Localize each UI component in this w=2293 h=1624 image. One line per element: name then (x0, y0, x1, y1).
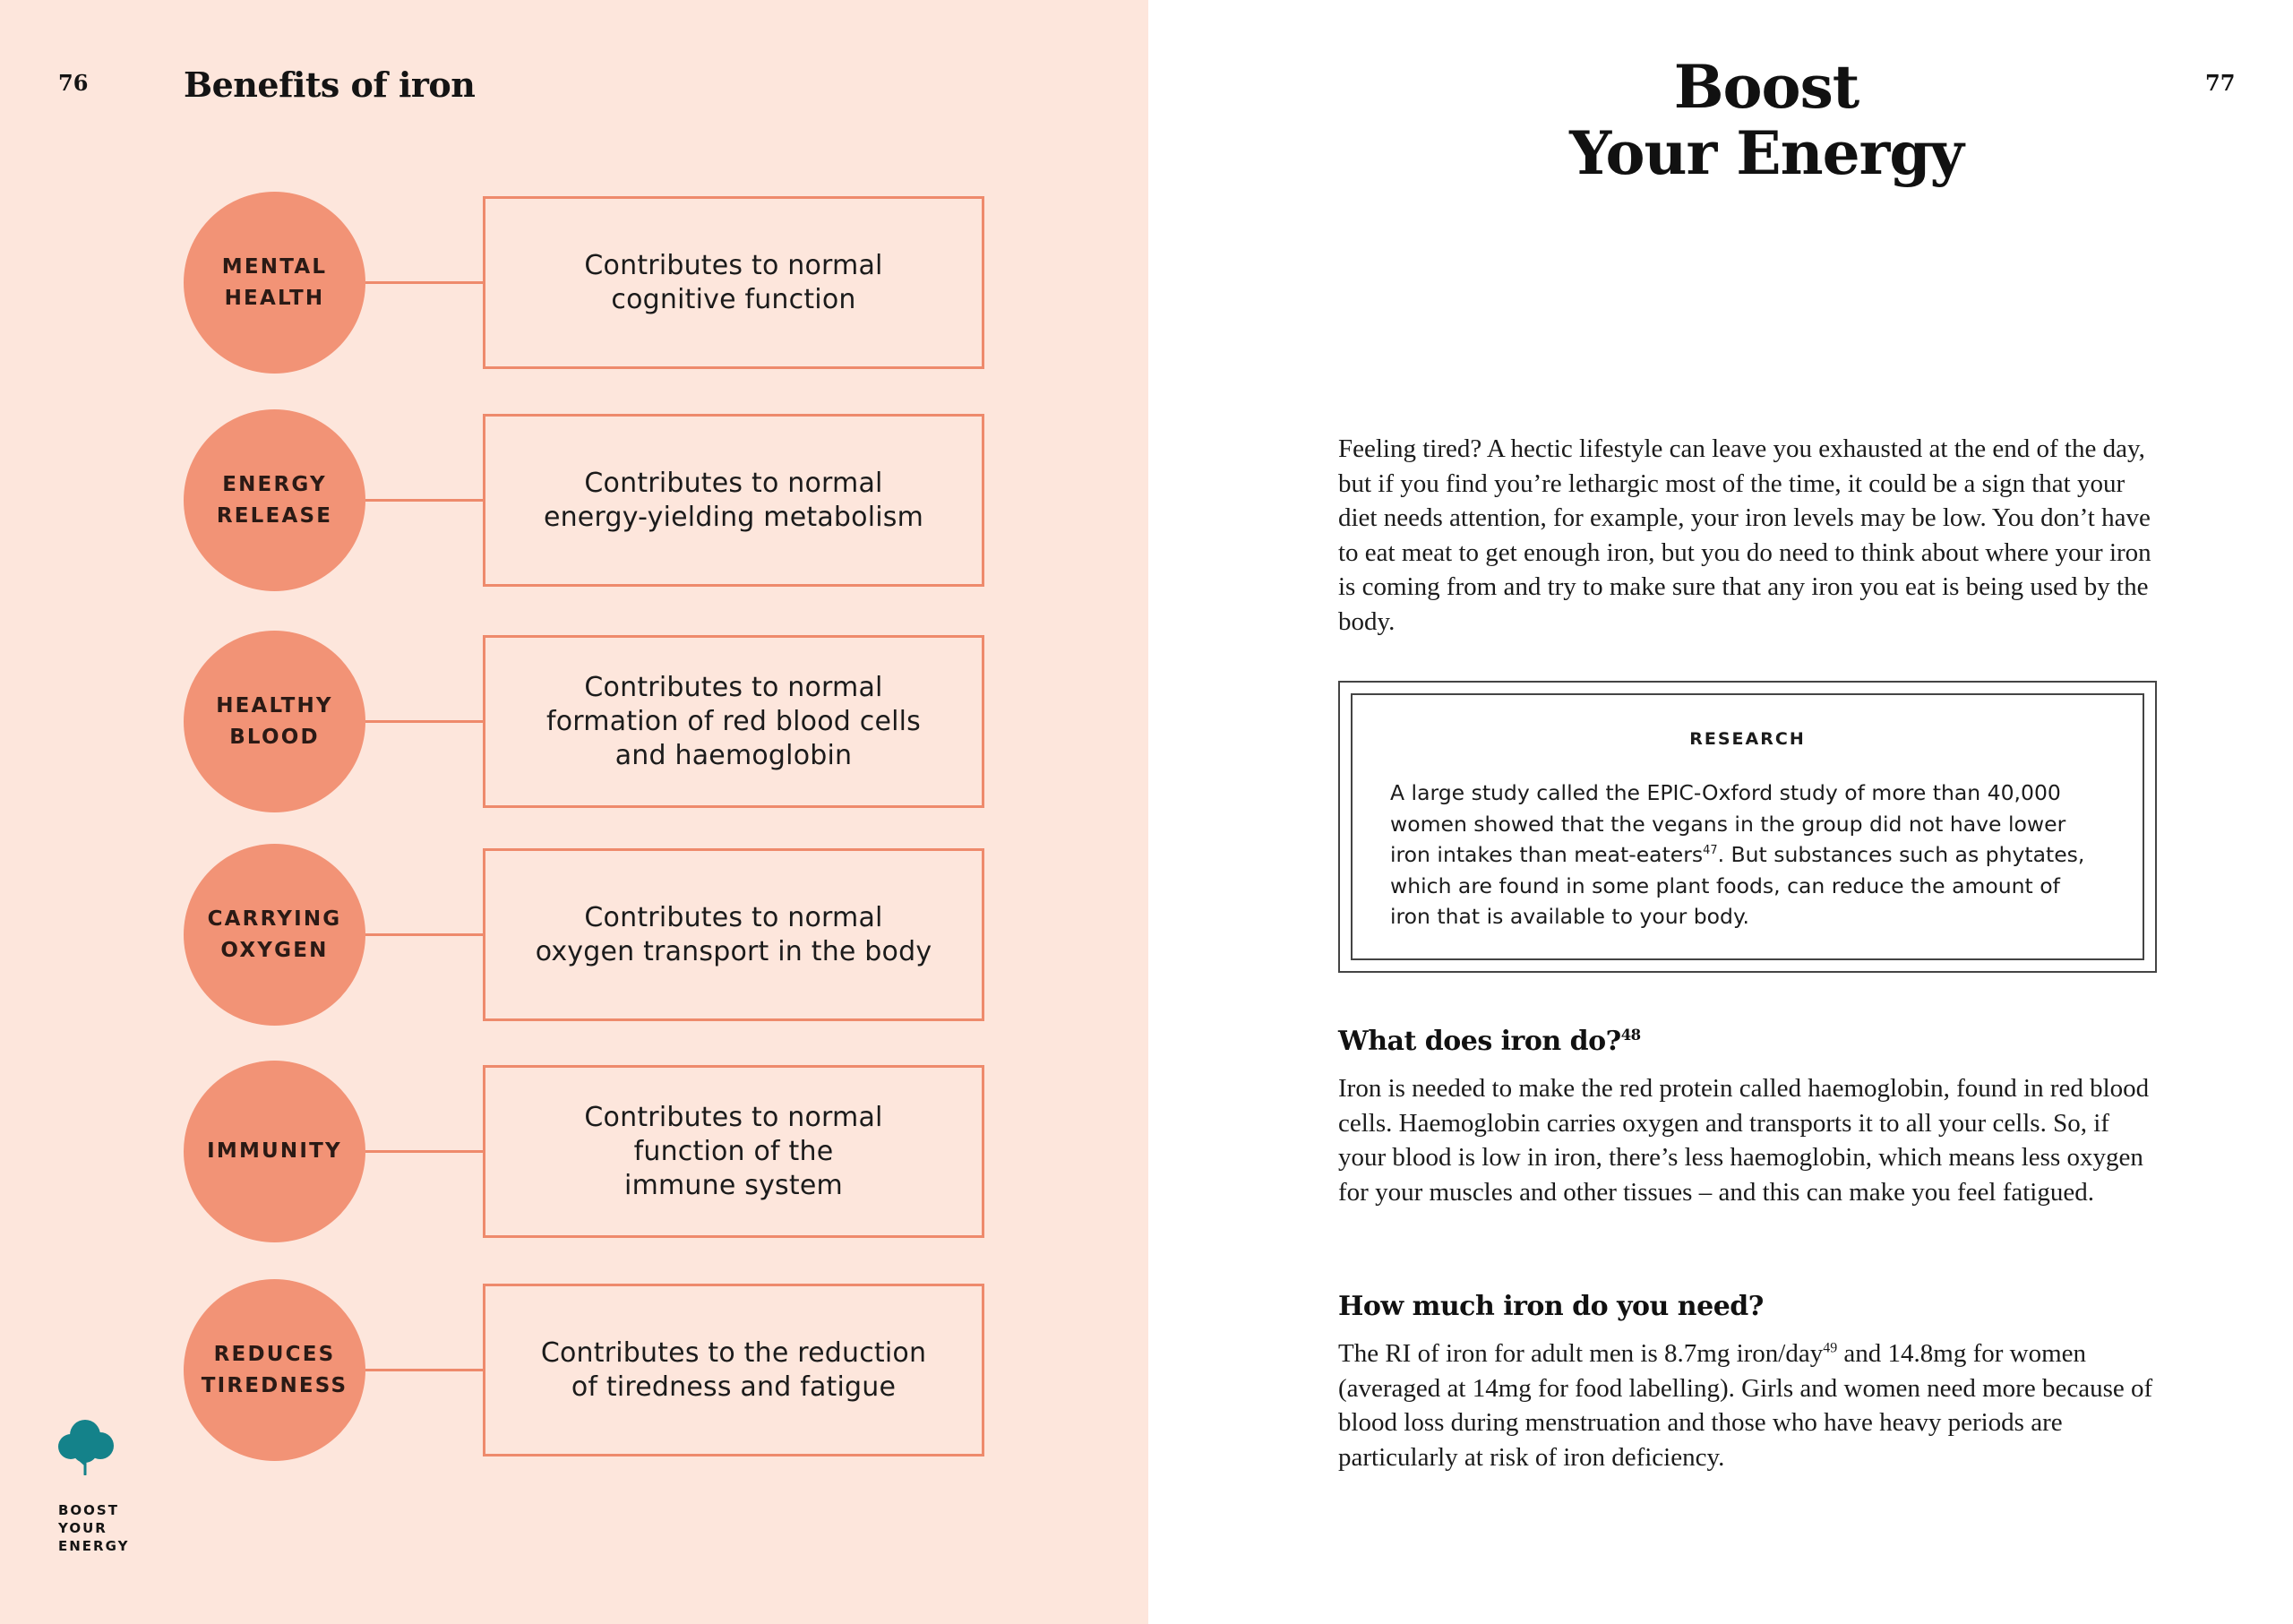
benefit-description: Contributes to normal oxygen transport in the body (535, 901, 932, 967)
benefit-category-label: REDUCES TIREDNESS (201, 1342, 348, 1397)
connector-line (365, 281, 484, 284)
connector-line (365, 1369, 484, 1371)
benefit-row (0, 844, 1148, 1032)
research-label: RESEARCH (1689, 729, 1806, 749)
section-paragraph: Iron is needed to make the red protein called haemoglobin, found in red blood cells. Haemoglobin carries oxygen and transports it to all your cells. So, if your blood is low in iron, there’s less haemoglobin, which means less oxygen for your muscles and other tissues – and this can make you feel fatigued. (1338, 1074, 2150, 1207)
reference-number: 49 (1823, 1340, 1838, 1356)
benefit-description: Contributes to normal formation of red blood cells and haemoglobin (545, 671, 921, 771)
benefit-description: Contributes to the reduction of tiredness and fatigue (540, 1336, 927, 1403)
section-label: BOOST YOUR ENERGY (58, 1502, 130, 1554)
benefit-category-circle (184, 192, 365, 374)
research-box-inner (1351, 693, 2144, 960)
benefit-description-box (483, 414, 984, 587)
benefit-category-circle (184, 631, 365, 812)
page-number-right: 77 (2205, 70, 2236, 96)
benefit-category-circle (184, 409, 365, 591)
benefit-category-label: CARRYING OXYGEN (207, 907, 342, 962)
reference-number: 48 (1620, 1027, 1641, 1044)
benefit-description-box (483, 1065, 984, 1238)
benefit-row (0, 631, 1148, 819)
benefit-category-label: HEALTHY BLOOD (216, 693, 333, 749)
section-paragraph (1338, 1336, 2162, 1474)
benefit-category-circle (184, 1061, 365, 1242)
research-text-part: . But substances such as phytates, which are found in some plant foods, can reduce the amount of iron that is available to your body. (1390, 842, 2085, 929)
research-text-part: A large study called the EPIC-Oxford study of more than 40,000 women showed that the vegans in the group did not have lower iron intakes than meat-eaters (1390, 780, 2066, 867)
section-heading (1338, 1026, 1641, 1057)
research-text (1390, 778, 2098, 932)
connector-line (365, 1150, 484, 1153)
paragraph-text-part: and 14.8mg for women (averaged at 14mg for food labelling). Girls and women need more because of blood loss during menstruation and those who have heavy periods are particularly at risk of iron deficiency. (1338, 1339, 2153, 1472)
benefit-description: Contributes to normal function of the immune system (584, 1101, 883, 1201)
benefit-description: Contributes to normal energy-yielding metabolism (543, 467, 924, 533)
page-title-left: Benefits of iron (184, 64, 476, 105)
benefit-category-label: IMMUNITY (207, 1139, 342, 1163)
benefit-description-box (483, 848, 984, 1021)
tree-icon (56, 1420, 115, 1475)
benefit-row (0, 1279, 1148, 1467)
benefit-row (0, 409, 1148, 597)
benefit-category-label: MENTAL HEALTH (221, 254, 328, 310)
benefit-row (0, 1061, 1148, 1249)
reference-number: 47 (1703, 844, 1718, 858)
benefit-description: Contributes to normal cognitive function (584, 249, 883, 315)
connector-line (365, 933, 484, 936)
benefit-description-box (483, 635, 984, 808)
paragraph-text-part: The RI of iron for adult men is 8.7mg iron/day (1338, 1339, 1824, 1368)
benefit-category-label: ENERGY RELEASE (216, 472, 333, 528)
benefit-description-box (483, 196, 984, 369)
benefit-category-circle (184, 1279, 365, 1461)
connector-line (365, 720, 484, 723)
benefit-category-circle (184, 844, 365, 1026)
intro-paragraph: Feeling tired? A hectic lifestyle can leave you exhausted at the end of the day, but if you find you’re lethargic most of the time, it could be a sign that your diet needs attention, for example, your iron levels may be low. You don’t have to eat meat to get enough iron, but you do need to think about where your iron is coming from and try to make sure that any iron you eat is being used by the body. (1338, 434, 2151, 636)
section-heading: How much iron do you need? (1338, 1291, 1764, 1322)
connector-line (365, 499, 484, 502)
right-page (1148, 0, 2293, 1624)
benefit-row (0, 192, 1148, 380)
section-heading-text: What does iron do? (1338, 1026, 1621, 1057)
research-box (1338, 681, 2157, 973)
page-number-left: 76 (58, 70, 89, 96)
benefit-description-box (483, 1284, 984, 1456)
page-title-right: Boost Your Energy (1569, 52, 1963, 188)
